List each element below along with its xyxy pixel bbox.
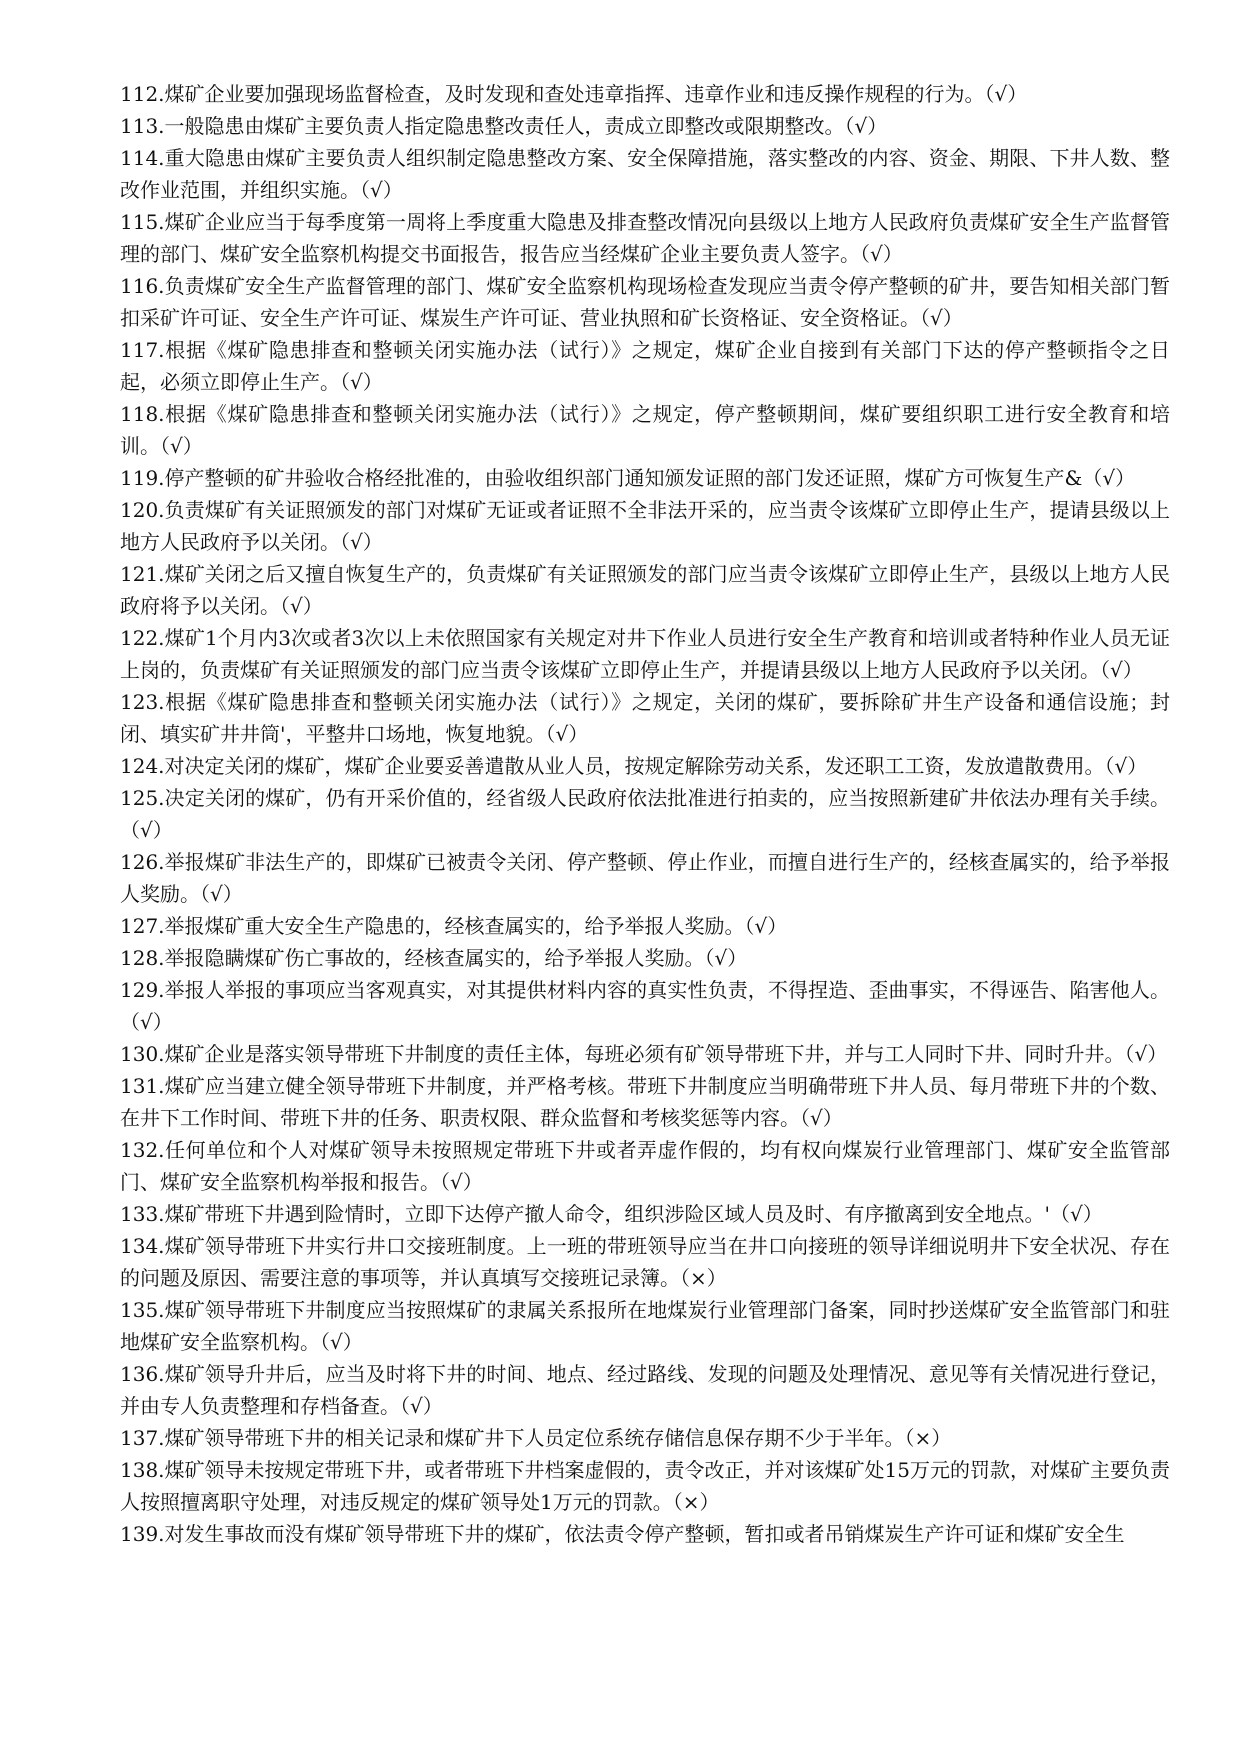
- question-129: 129.举报人举报的事项应当客观真实，对其提供材料内容的真实性负责，不得捏造、歪曲事实，不得诬告、陷害他人。（√）: [120, 978, 1170, 1034]
- question-138: 138.煤矿领导未按规定带班下井，或者带班下井档案虚假的，责令改正，并对该煤矿处15万元的罚款，对煤矿主要负责人按照擅离职守处理，对违反规定的煤矿领导处1万元的罚款。（×）: [120, 1458, 1170, 1514]
- question-112: 112.煤矿企业要加强现场监督检查，及时发现和查处违章指挥、违章作业和违反操作规程的行为。（√）: [120, 82, 1028, 106]
- question-123: 123.根据《煤矿隐患排查和整顿关闭实施办法（试行）》之规定，关闭的煤矿，要拆除矿井生产设备和通信设施；封闭、填实矿井井筒'，平整井口场地，恢复地貌。（√）: [120, 690, 1170, 746]
- question-130: 130.煤矿企业是落实领导带班下井制度的责任主体，每班必须有矿领导带班下井，并与工人同时下井、同时升井。（√）: [120, 1042, 1168, 1066]
- question-136: 136.煤矿领导升井后，应当及时将下井的时间、地点、经过路线、发现的问题及处理情况、意见等有关情况进行登记，并由专人负责整理和存档备查。（√）: [120, 1362, 1170, 1418]
- question-120: 120.负责煤矿有关证照颁发的部门对煤矿无证或者证照不全非法开采的，应当责令该煤矿立即停止生产，提请县级以上地方人民政府予以关闭。（√）: [120, 498, 1170, 554]
- question-116: 116.负责煤矿安全生产监督管理的部门、煤矿安全监察机构现场检查发现应当责令停产整顿的矿井，要告知相关部门暂扣采矿许可证、安全生产许可证、煤炭生产许可证、营业执照和矿长资格证、安全资格证。（√）: [120, 274, 1170, 330]
- question-113: 113.一般隐患由煤矿主要负责人指定隐患整改责任人，责成立即整改或限期整改。（√）: [120, 114, 888, 138]
- question-122: 122.煤矿1个月内3次或者3次以上未依照国家有关规定对井下作业人员进行安全生产教育和培训或者特种作业人员无证上岗的，负责煤矿有关证照颁发的部门应当责令该煤矿立即停止生产，并提请县级以上地方人民政府予以关闭。（√）: [120, 626, 1170, 682]
- question-115: 115.煤矿企业应当于每季度第一周将上季度重大隐患及排查整改情况向县级以上地方人民政府负责煤矿安全生产监督管理的部门、煤矿安全监察机构提交书面报告，报告应当经煤矿企业主要负责人签字。（√）: [120, 210, 1170, 266]
- question-114: 114.重大隐患由煤矿主要负责人组织制定隐患整改方案、安全保障措施，落实整改的内容、资金、期限、下井人数、整改作业范围，并组织实施。（√）: [120, 146, 1170, 202]
- question-121: 121.煤矿关闭之后又擅自恢复生产的，负责煤矿有关证照颁发的部门应当责令该煤矿立即停止生产，县级以上地方人民政府将予以关闭。（√）: [120, 562, 1170, 618]
- question-127: 127.举报煤矿重大安全生产隐患的，经核查属实的，给予举报人奖励。（√）: [120, 914, 788, 938]
- question-118: 118.根据《煤矿隐患排查和整顿关闭实施办法（试行）》之规定，停产整顿期间，煤矿要组织职工进行安全教育和培训。（√）: [120, 402, 1170, 458]
- question-132: 132.任何单位和个人对煤矿领导未按照规定带班下井或者弄虚作假的，均有权向煤炭行业管理部门、煤矿安全监管部门、煤矿安全监察机构举报和报告。（√）: [120, 1138, 1170, 1194]
- question-135: 135.煤矿领导带班下井制度应当按照煤矿的隶属关系报所在地煤炭行业管理部门备案，同时抄送煤矿安全监管部门和驻地煤矿安全监察机构。（√）: [120, 1298, 1170, 1354]
- question-134: 134.煤矿领导带班下井实行井口交接班制度。上一班的带班领导应当在井口向接班的领导详细说明井下安全状况、存在的问题及原因、需要注意的事项等，并认真填写交接班记录簿。（×）: [120, 1234, 1170, 1290]
- question-133: 133.煤矿带班下井遇到险情时，立即下达停产撤人命令，组织涉险区域人员及时、有序撤离到安全地点。'（√）: [120, 1202, 1103, 1226]
- question-125: 125.决定关闭的煤矿，仍有开采价值的，经省级人民政府依法批准进行拍卖的，应当按照新建矿井依法办理有关手续。（√）: [120, 786, 1170, 842]
- document-page: [120, 78, 1170, 1550]
- question-137: 137.煤矿领导带班下井的相关记录和煤矿井下人员定位系统存储信息保存期不少于半年。（×）: [120, 1426, 952, 1450]
- question-128: 128.举报隐瞒煤矿伤亡事故的，经核查属实的，给予举报人奖励。（√）: [120, 946, 748, 970]
- question-126: 126.举报煤矿非法生产的，即煤矿已被责令关闭、停产整顿、停止作业，而擅自进行生产的，经核查属实的，给予举报人奖励。（√）: [120, 850, 1170, 906]
- question-124: 124.对决定关闭的煤矿，煤矿企业要妥善遣散从业人员，按规定解除劳动关系，发还职工工资，发放遣散费用。（√）: [120, 754, 1148, 778]
- question-119: 119.停产整顿的矿井验收合格经批准的，由验收组织部门通知颁发证照的部门发还证照，煤矿方可恢复生产&（√）: [120, 466, 1136, 490]
- question-139: 139.对发生事故而没有煤矿领导带班下井的煤矿，依法责令停产整顿，暂扣或者吊销煤炭生产许可证和煤矿安全生: [120, 1522, 1125, 1546]
- question-131: 131.煤矿应当建立健全领导带班下井制度，并严格考核。带班下井制度应当明确带班下井人员、每月带班下井的个数、在井下工作时间、带班下井的任务、职责权限、群众监督和考核奖惩等内容。（√）: [120, 1074, 1170, 1130]
- question-117: 117.根据《煤矿隐患排查和整顿关闭实施办法（试行）》之规定，煤矿企业自接到有关部门下达的停产整顿指令之日起，必须立即停止生产。（√）: [120, 338, 1170, 394]
